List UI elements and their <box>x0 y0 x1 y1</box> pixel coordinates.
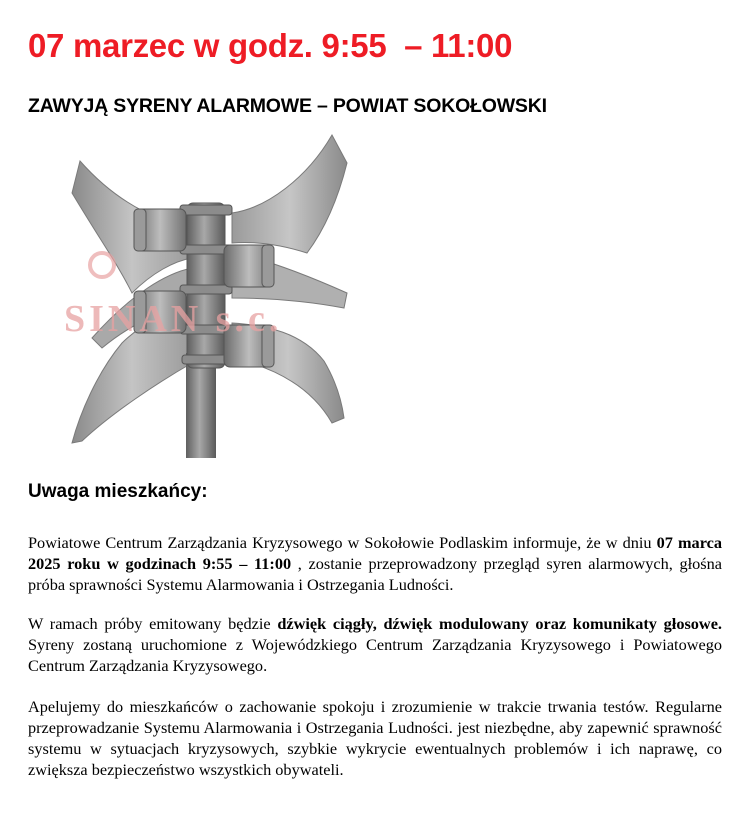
watermark-logo: SINAN s.c. <box>64 298 283 340</box>
paragraph-announcement <box>28 532 722 595</box>
subtitle: ZAWYJĄ SYRENY ALARMOWE – POWIAT SOKOŁOWSKI <box>28 95 547 117</box>
paragraph1-text-start: Powiatowe Centrum Zarządzania Kryzysowego w Sokołowie Podlaskim informuje, że w dniu <box>28 533 657 552</box>
siren-illustration <box>62 133 362 463</box>
horn-right-upper <box>232 135 347 253</box>
paragraph1-bold-date: 07 marca 2025 roku w godzinach 9:55 – 11:00 <box>28 533 722 573</box>
paragraph2-text-start: W ramach próby emitowany będzie <box>28 614 278 633</box>
attention-heading: Uwaga mieszkańcy: <box>28 481 208 502</box>
paragraph2-bold-signals: dźwięk ciągły, dźwięk modulowany oraz komunikaty głosowe. <box>277 614 722 633</box>
pole <box>186 353 216 458</box>
paragraph-signals <box>28 613 722 676</box>
siren-image <box>62 133 362 463</box>
paragraph1-text-end: , zostanie przeprowadzony przegląd syren alarmowych, głośna próba sprawności Systemu Alarmowania i Ostrzegania Ludności. <box>28 554 722 594</box>
paragraph-appeal: Apelujemy do mieszkańców o zachowanie spokoju i zrozumienie w trakcie trwania testów. Regularne przeprowadzanie Systemu Alarmowania i Ostrzegania Ludności. jest niezbędne, aby zapewnić sprawność systemu w sytuacjach kryzysowych, szybkie wykrycie ewentualnych problemów i ich naprawę, co zwiększa bezpieczeństwo wszystkich obywateli. <box>28 697 722 779</box>
paragraph2-text-end: Syreny zostaną uruchomione z Wojewódzkiego Centrum Zarządzania Kryzysowego i Powiatowego Centrum Zarządzania Kryzysowego. <box>28 635 722 675</box>
date-heading: 07 marzec w godz. 9:55 – 11:00 <box>28 27 513 64</box>
